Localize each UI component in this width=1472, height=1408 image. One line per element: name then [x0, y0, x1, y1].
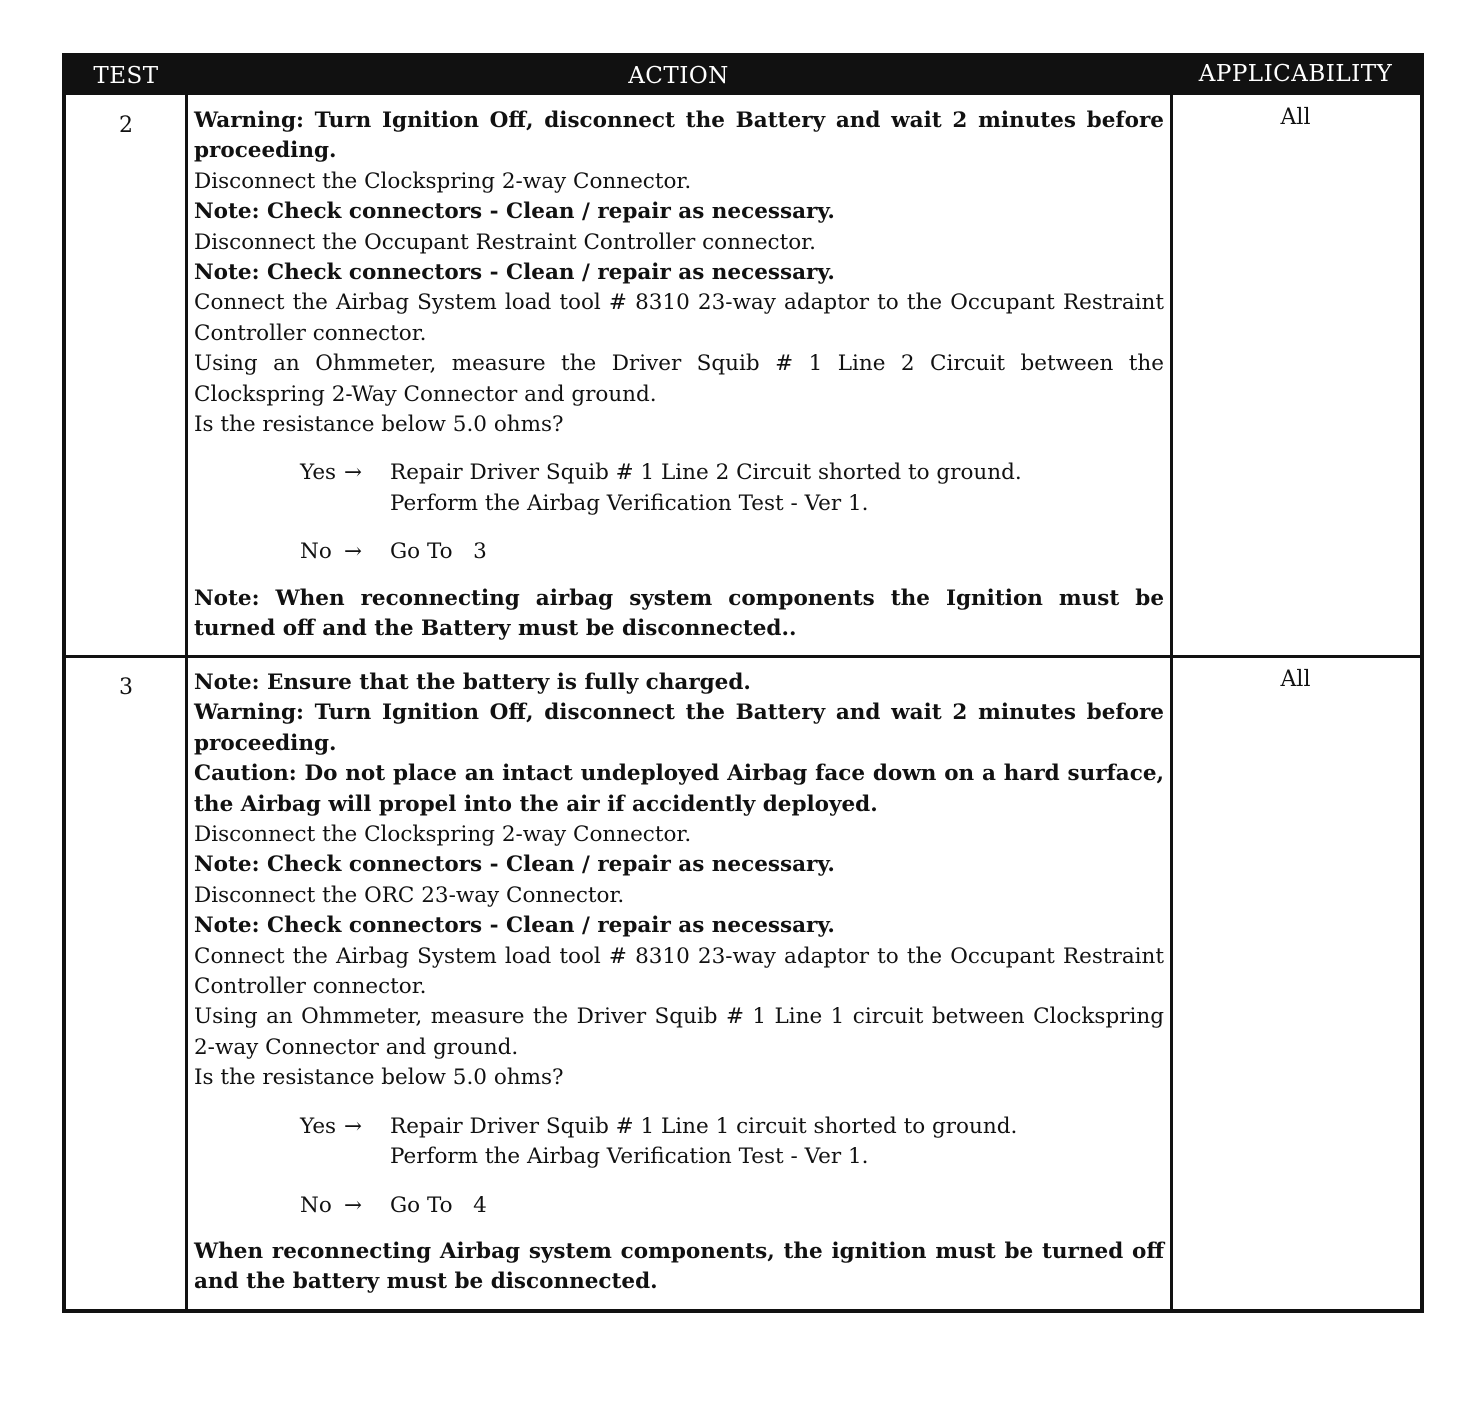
test-number-2: 2	[119, 113, 133, 138]
column-divider-action	[1170, 95, 1173, 1313]
table-header	[66, 57, 1420, 95]
yes-label: Yes	[300, 1113, 337, 1139]
instruction-text: Connect the Airbag System load tool # 8310 23-way adaptor to the Occupant Restraint Controller connector.	[194, 943, 1164, 1000]
header-test: TEST	[93, 63, 159, 89]
instruction-text: Using an Ohmmeter, measure the Driver Squib # 1 Line 1 circuit between Clockspring 2-way Connector and ground.	[194, 1004, 1164, 1060]
reconnect-note: Note: When reconnecting airbag system components the Ignition must be turned off and the Battery must be disconnected..	[194, 585, 1164, 642]
no-label: No	[300, 539, 332, 565]
no-result: Go To 3	[390, 539, 487, 565]
yes-result-line-2: Perform the Airbag Verification Test - Ver 1.	[390, 1144, 869, 1170]
column-divider-test	[185, 95, 188, 1313]
arrow-right-icon: →	[344, 1192, 363, 1218]
warning-text: Warning: Turn Ignition Off, disconnect the Battery and wait 2 minutes before proceeding.	[194, 108, 1164, 164]
yes-result-line-1: Repair Driver Squib # 1 Line 1 circuit shorted to ground.	[390, 1113, 1018, 1139]
caution-text: Caution: Do not place an intact undeployed Airbag face down on a hard surface, the Airbag will propel into the air if accidently deployed.	[194, 761, 1164, 817]
note-text: Note: Check connectors - Clean / repair as necessary.	[194, 260, 835, 286]
no-branch	[300, 537, 1164, 567]
note-text: Note: Ensure that the battery is fully charged.	[194, 670, 751, 695]
instruction-text: Disconnect the Clockspring 2-way Connector.	[194, 168, 692, 194]
yes-label: Yes	[300, 460, 337, 486]
warning-text: Warning: Turn Ignition Off, disconnect the Battery and wait 2 minutes before proceeding.	[194, 700, 1164, 756]
instruction-text: Disconnect the Occupant Restraint Controller connector.	[194, 229, 816, 255]
arrow-right-icon: →	[344, 539, 363, 565]
test-number-3: 3	[119, 675, 133, 700]
header-action: ACTION	[628, 63, 729, 89]
no-result: Go To 4	[390, 1192, 487, 1218]
no-label: No	[300, 1192, 332, 1218]
question-text: Is the resistance below 5.0 ohms?	[194, 1065, 564, 1091]
header-applicability: APPLICABILITY	[1198, 61, 1393, 87]
yes-result	[390, 1112, 1110, 1173]
yes-branch	[300, 458, 1164, 519]
row-divider	[66, 655, 1422, 658]
instruction-text: Disconnect the ORC 23-way Connector.	[194, 882, 625, 908]
reconnect-note: When reconnecting Airbag system components, the ignition must be turned off and the battery must be disconnected.	[194, 1238, 1164, 1295]
yes-result-line-1: Repair Driver Squib # 1 Line 2 Circuit shorted to ground.	[390, 460, 1022, 486]
action-cell-test-3	[194, 668, 1164, 1298]
instruction-text: Connect the Airbag System load tool # 8310 23-way adaptor to the Occupant Restraint Controller connector.	[194, 290, 1164, 346]
applicability-row-2: All	[1280, 105, 1311, 130]
note-text: Note: Check connectors - Clean / repair as necessary.	[194, 913, 835, 939]
action-cell-test-2	[194, 106, 1164, 645]
arrow-right-icon: →	[344, 460, 363, 486]
diagnostic-test-table	[62, 53, 1424, 1313]
question-text: Is the resistance below 5.0 ohms?	[194, 412, 564, 438]
instruction-text: Using an Ohmmeter, measure the Driver Squib # 1 Line 2 Circuit between the Clockspring 2-Way Connector and ground.	[194, 351, 1164, 407]
note-text: Note: Check connectors - Clean / repair as necessary.	[194, 199, 835, 225]
yes-result-line-2: Perform the Airbag Verification Test - Ver 1.	[390, 490, 869, 516]
arrow-right-icon: →	[344, 1113, 363, 1139]
instruction-text: Disconnect the Clockspring 2-way Connector.	[194, 822, 692, 848]
yes-result	[390, 458, 1110, 519]
yes-branch	[300, 1112, 1164, 1173]
no-branch	[300, 1191, 1164, 1221]
note-text: Note: Check connectors - Clean / repair as necessary.	[194, 852, 835, 878]
applicability-row-3: All	[1280, 667, 1311, 692]
